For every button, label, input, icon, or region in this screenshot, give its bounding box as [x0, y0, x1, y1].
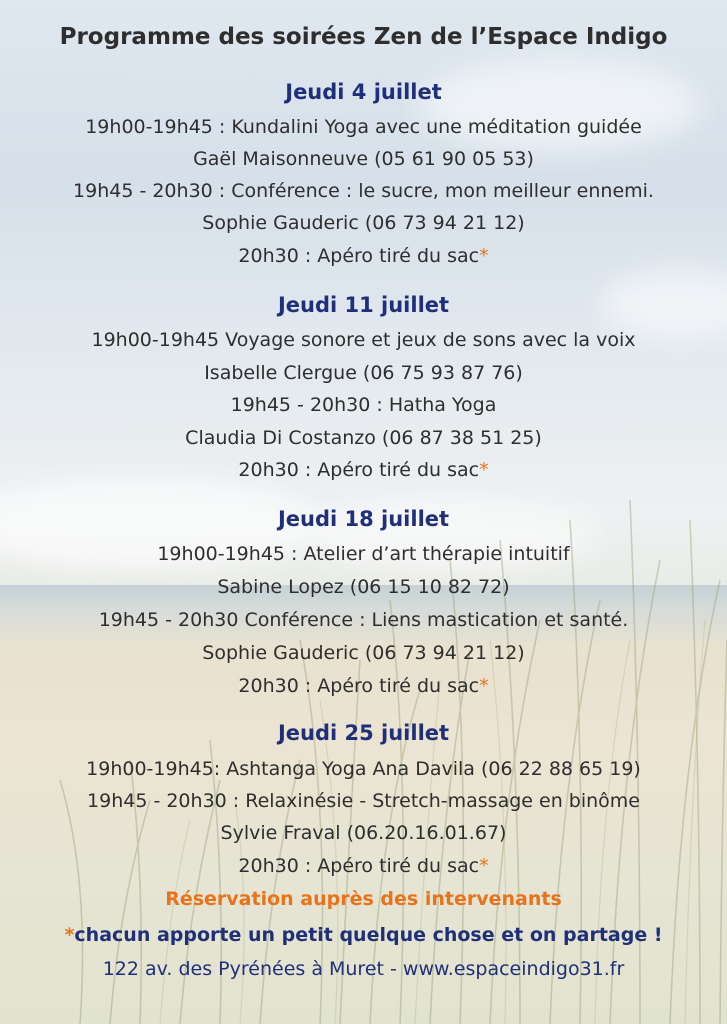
session-line: Gaël Maisonneuve (05 61 90 05 53): [193, 148, 534, 170]
session-day-heading: Jeudi 4 juillet: [285, 80, 442, 104]
session-line-apero: [0, 459, 727, 481]
session-line: 19h00-19h45 : Kundalini Yoga avec une méditation guidée: [85, 116, 642, 138]
session-line: Sophie Gauderic (06 73 94 21 12): [202, 212, 525, 234]
session-line-apero: [0, 245, 727, 267]
session-line: 19h45 - 20h30 : Hatha Yoga: [230, 394, 497, 416]
asterisk-mark: *: [479, 675, 489, 697]
session-line: 19h00-19h45 Voyage sonore et jeux de sons avec la voix: [91, 329, 636, 351]
session-day-heading: Jeudi 11 juillet: [277, 293, 450, 317]
session-line: Isabelle Clergue (06 75 93 87 76): [204, 362, 523, 384]
session-line: Claudia Di Costanzo (06 87 38 51 25): [185, 427, 542, 449]
session-line: 19h45 - 20h30 : Conférence : le sucre, mon meilleur ennemi.: [73, 180, 654, 202]
session-line: Sabine Lopez (06 15 10 82 72): [217, 576, 510, 598]
apero-text: 20h30 : Apéro tiré du sac: [238, 245, 480, 267]
session-line-apero: [0, 675, 727, 697]
session-line: Sylvie Fraval (06.20.16.01.67): [220, 822, 507, 844]
apero-text: 20h30 : Apéro tiré du sac: [238, 459, 480, 481]
session-day-heading: Jeudi 25 juillet: [277, 721, 450, 745]
session-line: 19h45 - 20h30 Conférence : Liens mastication et santé.: [98, 609, 629, 631]
asterisk-mark: *: [479, 459, 489, 481]
asterisk-mark: *: [479, 855, 489, 877]
share-note-text: chacun apporte un petit quelque chose et on partage !: [74, 924, 663, 946]
address-and-website: 122 av. des Pyrénées à Muret - www.espaceindigo31.fr: [102, 958, 625, 980]
session-line: Sophie Gauderic (06 73 94 21 12): [202, 642, 525, 664]
session-line: 19h45 - 20h30 : Relaxinésie - Stretch-massage en binôme: [87, 790, 640, 812]
reservation-note: Réservation auprès des intervenants: [165, 888, 562, 910]
session-day-heading: Jeudi 18 juillet: [277, 507, 450, 531]
share-note-line: [0, 924, 727, 946]
apero-text: 20h30 : Apéro tiré du sac: [238, 855, 480, 877]
session-line: 19h00-19h45: Ashtanga Yoga Ana Davila (06 22 88 65 19): [86, 758, 641, 780]
asterisk-mark: *: [64, 924, 75, 946]
asterisk-mark: *: [479, 245, 489, 267]
session-line: 19h00-19h45 : Atelier d’art thérapie intuitif: [157, 543, 570, 565]
session-line-apero: [0, 855, 727, 877]
apero-text: 20h30 : Apéro tiré du sac: [238, 675, 480, 697]
page-title: Programme des soirées Zen de l’Espace Indigo: [59, 24, 668, 50]
